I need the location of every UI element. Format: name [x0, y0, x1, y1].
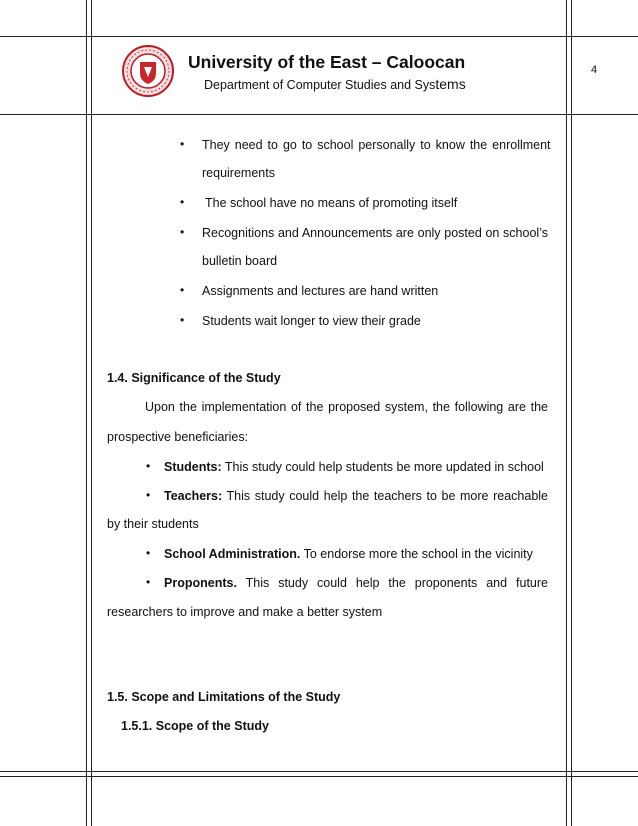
footer-border-line-1 [0, 771, 638, 772]
subsection-heading-scope: 1.5.1. Scope of the Study [121, 719, 269, 733]
department-subtitle: Department of Computer Studies and Systems [204, 76, 466, 92]
problem-3-line-2: bulletin board [202, 254, 278, 268]
bullet: • [146, 546, 151, 560]
problem-4: Assignments and lectures are hand written [202, 284, 439, 298]
bullet: • [180, 225, 185, 239]
header-border-line-1 [0, 36, 638, 37]
bullet: • [146, 488, 151, 502]
problem-2: The school have no means of promoting itself [205, 196, 458, 210]
problem-1-line-1: They need to go to school personally to know the enrollment [202, 138, 551, 152]
university-title: University of the East – Caloocan [188, 52, 466, 72]
page-number: 4 [591, 64, 598, 76]
problem-5: Students wait longer to view their grade [202, 314, 421, 328]
beneficiary-students: Students: This study could help students be more updated in school [164, 460, 544, 474]
right-border-line-1 [566, 0, 567, 826]
problem-3-line-1: Recognitions and Announcements are only posted on school’s [202, 226, 548, 240]
beneficiary-proponents: Proponents. This study could help the proponents and future [164, 576, 548, 590]
bullet: • [180, 137, 185, 151]
beneficiary-teachers-cont: by their students [107, 517, 199, 531]
university-seal-logo [122, 45, 174, 97]
bullet: • [146, 459, 151, 473]
problem-1-line-2: requirements [202, 166, 275, 180]
beneficiary-teachers: Teachers: This study could help the teachers to be more reachable [164, 489, 549, 503]
section-heading-scope: 1.5. Scope and Limitations of the Study [107, 690, 341, 704]
bullet: • [180, 195, 185, 209]
left-border-line-2 [91, 0, 92, 826]
header-border-line-2 [0, 114, 638, 115]
footer-border-line-2 [0, 776, 638, 777]
beneficiary-administration: School Administration. To endorse more the school in the vicinity [164, 547, 533, 561]
section-heading-significance: 1.4. Significance of the Study [107, 371, 281, 385]
left-border-line-1 [86, 0, 87, 826]
significance-intro-line-1: Upon the implementation of the proposed system, the following are the [145, 400, 548, 414]
bullet: • [146, 575, 151, 589]
right-border-line-2 [571, 0, 572, 826]
beneficiary-proponents-cont: researchers to improve and make a better system [107, 605, 383, 619]
bullet: • [180, 313, 185, 327]
bullet: • [180, 283, 185, 297]
significance-intro-line-2: prospective beneficiaries: [107, 430, 249, 444]
